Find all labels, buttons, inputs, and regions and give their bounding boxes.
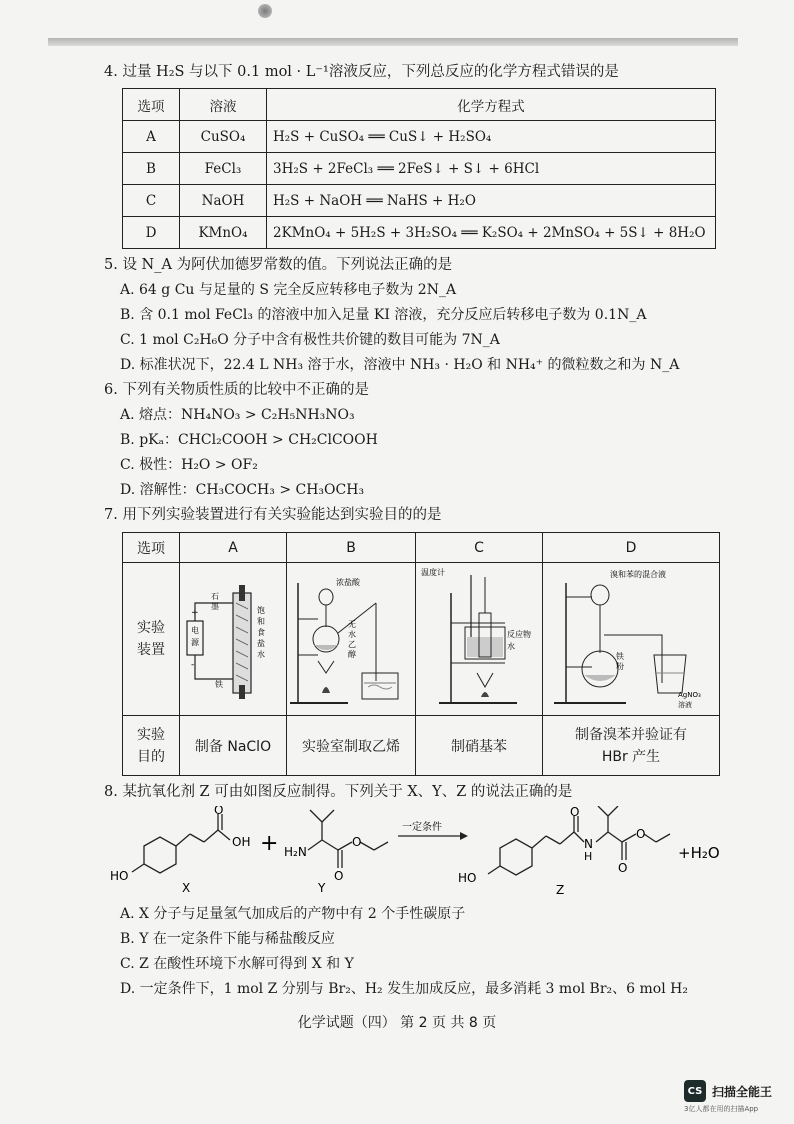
solution-cell: KMnO₄: [180, 217, 267, 249]
z-n-label: N: [584, 837, 593, 851]
equation-cell: H₂S + CuSO₄ ══ CuS↓ + H₂SO₄: [267, 121, 716, 153]
brine-label-1: 饱: [257, 606, 265, 615]
row-label: 实验目的: [123, 716, 180, 776]
table-header: A: [180, 533, 287, 563]
minus-sign: -: [191, 660, 195, 670]
water-product: +H₂O: [678, 844, 720, 862]
page-footer: 化学试题（四） 第 2 页 共 8 页: [297, 1015, 497, 1031]
scanner-name: 扫描全能王: [712, 1084, 773, 1099]
table-header: C: [416, 533, 543, 563]
table-header: 选项: [123, 533, 180, 563]
graphite-label: 石: [211, 592, 219, 601]
ethanol-label-4: 醇: [348, 650, 356, 659]
y-h2n-label: H₂N: [284, 845, 307, 859]
ethanol-label-2: 水: [348, 630, 356, 639]
solution-cell: FeCl₃: [180, 153, 267, 185]
scanner-tagline: 3亿人都在用的扫描App: [684, 1105, 759, 1113]
plus-sign: +: [191, 608, 199, 618]
q6-option-b: B. pKₐ：CHCl₂COOH > CH₂ClCOOH: [120, 432, 378, 448]
x-o-label: O: [214, 806, 224, 817]
nitrobenzene-diagram: [417, 563, 541, 711]
electrolysis-diagram: [181, 563, 285, 711]
table-header-row: [123, 533, 720, 563]
graphite-label-2: 墨: [211, 602, 219, 611]
q4-table: [122, 88, 716, 249]
scanner-logo-icon: CS: [684, 1080, 706, 1102]
iron-powder-label-1: 铁: [616, 652, 624, 661]
water-label: 水: [507, 642, 515, 651]
ethanol-label-1: 无: [348, 620, 356, 629]
option-cell: D: [123, 217, 180, 249]
row-label: 实验装置: [123, 563, 180, 716]
table-row: [123, 185, 716, 217]
ethanol-label-3: 乙: [348, 640, 356, 649]
z-o-label: O: [570, 806, 580, 819]
option-cell: B: [123, 153, 180, 185]
apparatus-a: [180, 563, 287, 716]
plus-sign: +: [260, 831, 279, 856]
z-ho-label: HO: [458, 871, 477, 885]
y-label: Y: [318, 881, 326, 895]
option-cell: C: [123, 185, 180, 217]
reaction-scheme: [104, 806, 744, 902]
table-header: D: [543, 533, 720, 563]
q6-option-a: A. 熔点：NH₄NO₃ > C₂H₅NH₃NO₃: [120, 407, 355, 423]
apparatus-b: [287, 563, 416, 716]
y-o-label: O: [334, 869, 344, 883]
z-o2-label: O: [618, 861, 628, 875]
table-row: [123, 563, 720, 716]
equation-cell: 3H₂S + 2FeCl₃ ══ 2FeS↓ + S↓ + 6HCl: [267, 153, 716, 185]
iron-label: 铁: [215, 680, 223, 689]
table-header: 溶液: [180, 89, 267, 121]
table-row: [123, 217, 716, 249]
q7-stem: 7. 用下列实验装置进行有关实验能达到实验目的的是: [104, 507, 442, 523]
brine-label-5: 水: [257, 650, 265, 659]
brine-label-2: 和: [257, 617, 265, 626]
bromobenzene-diagram: [546, 563, 716, 711]
reactant-label: 反应物: [507, 630, 531, 639]
x-label: X: [182, 881, 191, 895]
mixture-label: 溴和苯的混合液: [610, 570, 666, 579]
purpose-cell: 制硝基苯: [416, 716, 543, 776]
q8-option-d: D. 一定条件下，1 mol Z 分别与 Br₂、H₂ 发生加成反应，最多消耗 3 mol Br₂、6 mol H₂: [120, 981, 688, 997]
agno3-label: AgNO₃: [678, 691, 701, 699]
thermometer-label: 温度计: [421, 568, 445, 577]
scan-hole: [258, 4, 272, 18]
z-o3-label: O: [636, 827, 646, 841]
q8-option-a: A. X 分子与足量氢气加成后的产物中有 2 个手性碳原子: [120, 906, 466, 922]
ethylene-diagram: [288, 563, 414, 711]
solution-label: 溶液: [678, 701, 692, 709]
x-ho-label: HO: [110, 869, 129, 883]
option-cell: A: [123, 121, 180, 153]
power-label-2: 源: [191, 638, 199, 647]
solution-cell: CuSO₄: [180, 121, 267, 153]
table-header-row: [123, 89, 716, 121]
apparatus-c: [416, 563, 543, 716]
iron-powder-label-2: 粉: [616, 662, 624, 671]
q6-option-d: D. 溶解性：CH₃COCH₃ > CH₃OCH₃: [120, 482, 365, 498]
table-row: [123, 121, 716, 153]
z-h-label: H: [584, 850, 593, 863]
q6-stem: 6. 下列有关物质性质的比较中不正确的是: [104, 382, 369, 398]
q5-option-b: B. 含 0.1 mol FeCl₃ 的溶液中加入足量 KI 溶液，充分反应后转移电子数为 0.1N_A: [120, 307, 647, 323]
scanner-watermark: [684, 1080, 772, 1102]
table-row: [123, 716, 720, 776]
table-header: 化学方程式: [267, 89, 716, 121]
equation-cell: 2KMnO₄ + 5H₂S + 3H₂SO₄ ══ K₂SO₄ + 2MnSO₄ + 5S↓ + 8H₂O: [267, 217, 716, 249]
brine-label-3: 食: [257, 628, 265, 637]
acid-label: 浓盐酸: [336, 578, 360, 587]
q5-option-d: D. 标准状况下，22.4 L NH₃ 溶于水，溶液中 NH₃ · H₂O 和 NH₄⁺ 的微粒数之和为 N_A: [120, 357, 680, 373]
solution-cell: NaOH: [180, 185, 267, 217]
condition-label: 一定条件: [402, 822, 442, 833]
table-header: B: [287, 533, 416, 563]
q5-stem: 5. 设 N_A 为阿伏加德罗常数的值。下列说法正确的是: [104, 257, 453, 273]
q8-option-b: B. Y 在一定条件下能与稀盐酸反应: [120, 931, 335, 947]
table-row: [123, 153, 716, 185]
apparatus-d: [543, 563, 720, 716]
q4-stem: 4. 过量 H₂S 与以下 0.1 mol · L⁻¹溶液反应，下列总反应的化学方程式错误的是: [104, 64, 619, 80]
q5-option-c: C. 1 mol C₂H₆O 分子中含有极性共价键的数目可能为 7N_A: [120, 332, 500, 348]
q5-option-a: A. 64 g Cu 与足量的 S 完全反应转移电子数为 2N_A: [120, 282, 457, 298]
x-oh-label: OH: [232, 835, 251, 849]
q7-table: [122, 532, 720, 776]
purpose-cell: 制备溴苯并验证有 HBr 产生: [543, 716, 720, 776]
brine-label-4: 盐: [257, 639, 265, 648]
q6-option-c: C. 极性：H₂O > OF₂: [120, 457, 258, 473]
table-header: 选项: [123, 89, 180, 121]
y-o2-label: O: [352, 835, 362, 849]
power-label-1: 电: [191, 626, 199, 635]
purpose-cell: 制备 NaClO: [180, 716, 287, 776]
z-label: Z: [556, 883, 565, 897]
purpose-cell: 实验室制取乙烯: [287, 716, 416, 776]
q8-stem: 8. 某抗氧化剂 Z 可由如图反应制得。下列关于 X、Y、Z 的说法正确的是: [104, 784, 573, 800]
equation-cell: H₂S + NaOH ══ NaHS + H₂O: [267, 185, 716, 217]
q8-option-c: C. Z 在酸性环境下水解可得到 X 和 Y: [120, 956, 354, 972]
scan-edge: [48, 38, 738, 46]
